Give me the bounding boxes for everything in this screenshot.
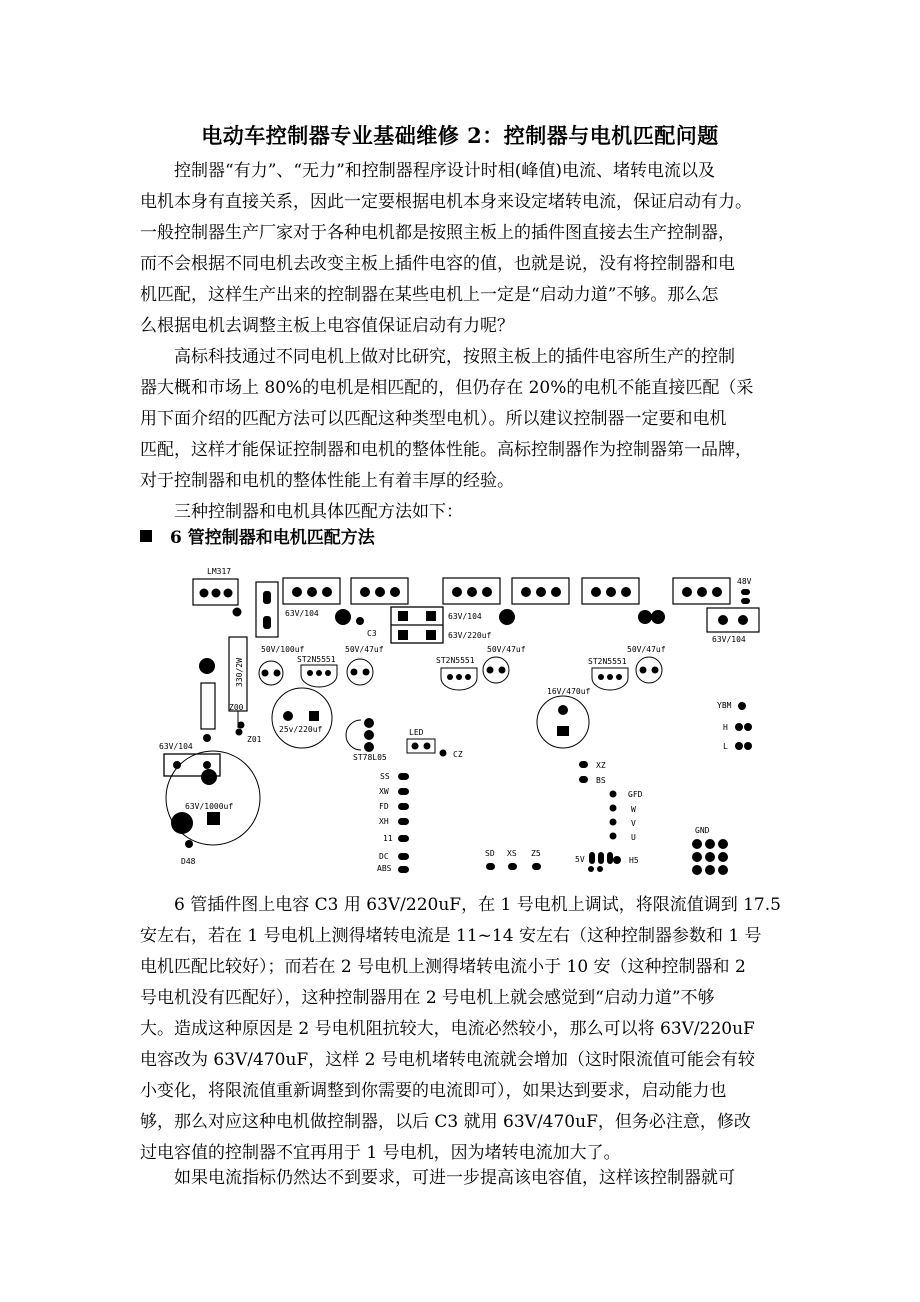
connector-2 [283,578,340,604]
label-xw: XW [379,787,389,796]
component-vertical-cap [256,582,278,637]
text-line: 用下面介绍的匹配方法可以匹配这种类型电机）。所以建议控制器一定要和电机 [140,409,727,429]
label-dc: DC [379,852,389,861]
text-line: 一般控制器生产厂家对于各种电机都是按照主板上的插件图直接去生产控制器， [140,223,735,243]
label-63v104-b: 63V/104 [448,612,482,621]
capacitor-16v470uf [537,696,589,748]
label-5v: 5V [575,855,585,864]
text-line: 电机本身有直接关系，因此一定要根据电机本身来设定堵转电流，保证启动有力。 [140,192,752,212]
label-63v104-a: 63V/104 [285,609,319,618]
text-line: 小变化，将限流值重新调整到你需要的电流即可），如果达到要求，启动能力也 [140,1081,727,1101]
text-line: 么根据电机去调整主板上电容值保证启动有力呢？ [140,316,514,336]
label-gfd: GFD [628,790,643,799]
text-line: 三种控制器和电机具体匹配方法如下： [174,502,463,522]
label-z5: Z5 [531,849,541,858]
connector-lm317 [193,579,238,605]
label-d48: D48 [181,857,196,866]
connector-5 [512,578,569,604]
label-63v104-c: 63V/104 [712,635,746,644]
connector-6 [582,578,639,604]
label-abs: ABS [377,864,392,873]
label-bs: BS [596,776,606,785]
label-c3: C3 [367,629,377,638]
label-ss: SS [380,772,390,781]
section-heading [140,523,375,548]
text-line: 机匹配，这样生产出来的控制器在某些电机上一定是“启动力道”不够。那么怎 [140,285,719,305]
label-63v1000uf: 63V/1000uf [185,802,234,811]
label-50v47uf-c: 50V/47uf [627,645,666,654]
label-w: W [631,805,636,814]
label-sd: SD [485,849,495,858]
paragraph-4 [140,890,790,1169]
label-xh: XH [379,817,389,826]
label-h5: H5 [629,856,639,865]
label-st78l05: ST78L05 [353,753,387,762]
component-63v104-right [707,608,759,632]
label-u: U [631,833,636,842]
label-63v104-d: 63V/104 [159,742,193,751]
label-st2n5551-b: ST2N5551 [436,656,475,665]
label-st2n5551-c: ST2N5551 [588,657,627,666]
text-line: 如果电流指标仍然达不到要求，可进一步提高该电容值，这样该控制器就可 [174,1168,735,1188]
text-line: 6 管插件图上电容 C3 用 63V/220uF，在 1 号电机上调试，将限流值调到 17.5 [174,895,781,915]
paragraph-2 [140,342,790,497]
label-v: V [631,819,636,828]
label-z00: Z00 [229,703,244,712]
label-z01: Z01 [247,735,262,744]
text-line: 过电容值的控制器不宜再用于 1 号电机，因为堵转电流加大了。 [140,1143,621,1163]
pcb-layout-diagram [155,560,775,878]
text-line: 电容改为 63V/470uF，这样 2 号电机堵转电流就会增加（这时限流值可能会有较 [140,1050,755,1070]
connector-7 [673,578,730,604]
label-xz: XZ [596,761,606,770]
text-line: 而不会根据不同电机去改变主板上插件电容的值，也就是说，没有将控制器和电 [140,254,735,274]
label-11: 11 [383,834,393,843]
label-48v: 48V [737,577,752,586]
section-heading-text: 6 管控制器和电机匹配方法 [170,528,375,548]
label-16v470uf: 16V/470uf [547,687,591,696]
document-title: 电动车控制器专业基础维修 2：控制器与电机匹配问题 [201,123,719,148]
gnd-pad-grid [692,839,728,875]
text-line: 器大概和市场上 80%的电机是相匹配的，但仍存在 20%的电机不能直接匹配（采 [140,378,754,398]
text-line: 对于控制器和电机的整体性能上有着丰厚的经验。 [140,471,514,491]
paragraph-1 [140,156,790,342]
capacitor-c3 [391,607,443,643]
text-line: 安左右，若在 1 号电机上测得堵转电流是 11~14 安左右（这种控制器参数和 1 号 [140,926,762,946]
connector-4 [443,578,500,604]
square-bullet-icon [140,530,152,542]
label-gnd: GND [695,826,710,835]
label-50v47uf-b: 50V/47uf [487,645,526,654]
label-st2n5551-a: ST2N5551 [297,655,336,664]
label-xs: XS [507,849,517,858]
text-line: 匹配，这样才能保证控制器和电机的整体性能。高标控制器作为控制器第一品牌， [140,440,752,460]
text-line: 高标科技通过不同电机上做对比研究，按照主板上的插件电容所生产的控制 [174,347,735,367]
label-50v47uf-a: 50V/47uf [345,645,384,654]
capacitor-25v220uf [272,688,332,748]
text-line: 电机匹配比较好）；而若在 2 号电机上测得堵转电流小于 10 安（这种控制器和 2 [140,957,746,977]
text-line: 够，那么对应这种电机做控制器，以后 C3 就用 63V/470uF，但务必注意，修改 [140,1112,751,1132]
label-ybm: YBM [717,701,732,710]
label-330-2w: 330/2W [235,658,244,687]
label-50v100uf: 50V/100uf [261,645,305,654]
paragraph-5 [140,1163,790,1194]
text-line: 大。造成这种原因是 2 号电机阻抗较大，电流必然较小，那么可以将 63V/220uF [140,1019,755,1039]
text-line: 控制器“有力”、“无力”和控制器程序设计时相(峰值)电流、堵转电流以及 [174,161,716,181]
label-h: H [723,723,728,732]
label-l: L [723,742,728,751]
label-cz: CZ [453,750,463,759]
label-25v220uf: 25v/220uf [279,725,323,734]
text-line: 号电机没有匹配好），这种控制器用在 2 号电机上就会感觉到“启动力道”不够 [140,988,715,1008]
label-led: LED [409,728,424,737]
connector-3 [351,578,408,604]
label-63v220uf: 63V/220uf [448,631,492,640]
label-lm317: LM317 [207,567,232,576]
label-fd: FD [379,802,389,811]
